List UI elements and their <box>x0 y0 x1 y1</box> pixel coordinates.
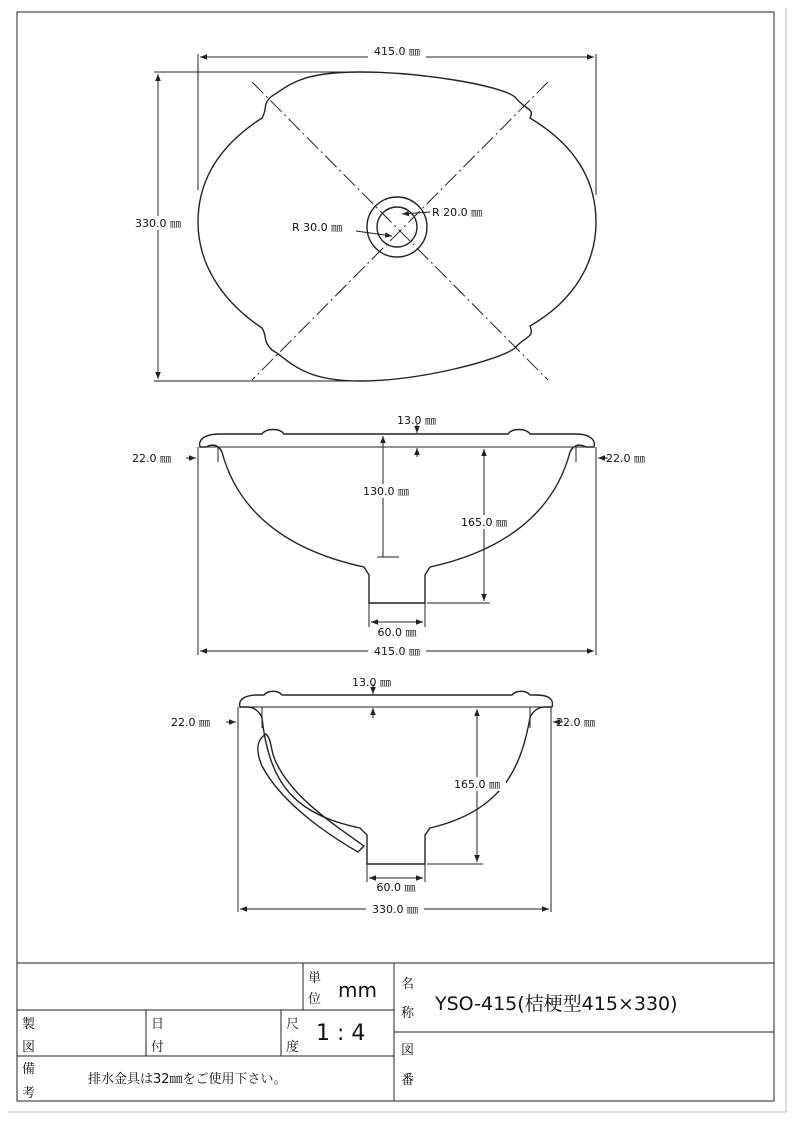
dim-left-rim-label-short: 22.0 ㎜ <box>171 716 210 729</box>
unit-label-1: 単 <box>308 971 322 986</box>
dim-left-rim-label-long: 22.0 ㎜ <box>132 452 171 465</box>
made-label-2: 図 <box>22 1040 36 1055</box>
dim-overall-label-short: 330.0 ㎜ <box>372 903 418 916</box>
drawing-no-label-2: 番 <box>401 1073 415 1088</box>
made-label-1: 製 <box>22 1017 36 1032</box>
dim-right-rim-label-long: 22.0 ㎜ <box>606 452 645 465</box>
dim-width-label: 415.0 ㎜ <box>374 45 420 58</box>
remarks-text: 排水金具は32㎜をご使用下さい。 <box>88 1072 287 1087</box>
date-label-2: 付 <box>151 1040 165 1055</box>
dim-drain-label-short: 60.0 ㎜ <box>376 881 416 894</box>
dim-overall-label-long: 415.0 ㎜ <box>374 645 420 658</box>
leader-r30 <box>356 231 392 236</box>
unit-value: mm <box>338 978 377 1002</box>
dim-total-height-label-short: 165.0 ㎜ <box>454 778 500 791</box>
dim-drain-label-long: 60.0 ㎜ <box>377 626 417 639</box>
basin-outline-top <box>198 72 596 381</box>
remarks-label-1: 備 <box>22 1062 36 1077</box>
basin-outline-side-long <box>200 430 595 604</box>
dim-r20-label: R 20.0 ㎜ <box>432 206 483 219</box>
side-view-short <box>171 676 596 916</box>
scale-label-1: 尺 <box>286 1017 300 1032</box>
dim-right-rim-label-short: 22.0 ㎜ <box>556 716 595 729</box>
title-block <box>17 963 774 1101</box>
product-name: YSO-415(桔梗型415×330) <box>435 993 678 1015</box>
name-label-1: 名 <box>401 977 415 992</box>
dim-height-label: 330.0 ㎜ <box>135 217 181 230</box>
unit-label-2: 位 <box>308 992 322 1007</box>
drawing-no-label-1: 図 <box>401 1043 415 1058</box>
leader-r20 <box>402 212 430 214</box>
name-label-2: 称 <box>401 1006 415 1021</box>
drain-outer-circle <box>367 197 427 257</box>
dim-r30-label: R 30.0 ㎜ <box>292 221 343 234</box>
date-label-1: 日 <box>151 1017 165 1032</box>
dim-depth-label: 130.0 ㎜ <box>363 485 409 498</box>
top-view <box>128 44 596 381</box>
dim-total-height-label-long: 165.0 ㎜ <box>461 516 507 529</box>
dim-rim-label: 13.0 ㎜ <box>397 414 436 427</box>
overflow-channel <box>258 734 364 852</box>
side-view-long <box>132 414 646 658</box>
remarks-label-2: 考 <box>22 1086 36 1101</box>
scale-label-2: 度 <box>286 1040 300 1055</box>
dim-rim-label-short: 13.0 ㎜ <box>352 676 391 689</box>
scale-value: 1 : 4 <box>316 1021 366 1046</box>
